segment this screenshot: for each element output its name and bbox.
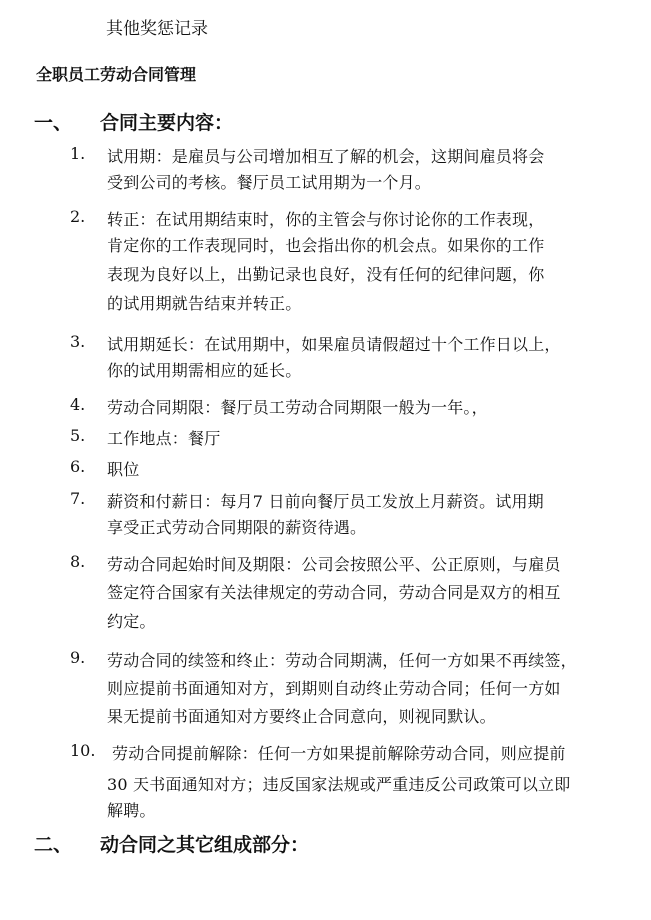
item-line: 30 天书面通知对方；违反国家法规或严重违反公司政策可以立即 xyxy=(107,775,571,794)
item-line: 试用期：是雇员与公司增加相互了解的机会，这期间雇员将会 xyxy=(107,147,545,166)
item-number: 10. xyxy=(70,741,96,760)
item-line: 劳动合同的续签和终止：劳动合同期满，任何一方如果不再续签， xyxy=(107,651,577,670)
item-line: 你的试用期需相应的延长。 xyxy=(107,361,302,380)
item-line: 工作地点：餐厅 xyxy=(107,429,221,448)
item-line: 劳动合同起始时间及期限：公司会按照公平、公正原则，与雇员 xyxy=(107,555,561,574)
item-number: 6. xyxy=(70,457,86,476)
top-line-text: 其他奖惩记录 xyxy=(106,19,208,39)
item-number: 2. xyxy=(70,207,86,226)
item-line: 享受正式劳动合同期限的薪资待遇。 xyxy=(107,518,367,537)
item-line: 肯定你的工作表现同时，也会指出你的机会点。如果你的工作 xyxy=(107,236,545,255)
item-line: 试用期延长：在试用期中，如果雇员请假超过十个工作日以上， xyxy=(107,335,561,354)
item-line: 劳动合同提前解除：任何一方如果提前解除劳动合同，则应提前 xyxy=(112,744,566,763)
item-line: 转正：在试用期结束时，你的主管会与你讨论你的工作表现， xyxy=(107,210,545,229)
section-number: 一、 xyxy=(34,112,73,134)
item-line: 解聘。 xyxy=(107,801,156,820)
item-line: 则应提前书面通知对方，到期则自动终止劳动合同；任何一方如 xyxy=(107,679,561,698)
item-line: 的试用期就告结束并转正。 xyxy=(107,294,302,313)
item-line: 果无提前书面通知对方要终止合同意向，则视同默认。 xyxy=(107,707,496,726)
item-line: 劳动合同期限：餐厅员工劳动合同期限一般为一年。， xyxy=(107,398,488,417)
section-title: 动合同之其它组成部分： xyxy=(100,834,310,856)
section-number: 二、 xyxy=(34,834,73,856)
item-line: 职位 xyxy=(107,460,140,479)
item-number: 7. xyxy=(70,489,86,508)
item-number: 4. xyxy=(70,395,86,414)
item-line: 薪资和付薪日：每月7 日前向餐厅员工发放上月薪资。试用期 xyxy=(107,492,544,511)
item-number: 8. xyxy=(70,552,86,571)
item-number: 3. xyxy=(70,332,86,351)
section-title: 合同主要内容： xyxy=(100,112,234,134)
item-number: 9. xyxy=(70,648,86,667)
item-number: 5. xyxy=(70,426,86,445)
item-line: 表现为良好以上，出勤记录也良好，没有任何的纪律问题，你 xyxy=(107,265,545,284)
item-number: 1. xyxy=(70,144,86,163)
item-line: 签定符合国家有关法律规定的劳动合同，劳动合同是双方的相互 xyxy=(107,583,561,602)
item-line: 约定。 xyxy=(107,612,156,631)
main-heading: 全职员工劳动合同管理 xyxy=(36,65,197,84)
item-line: 受到公司的考核。餐厅员工试用期为一个月。 xyxy=(107,173,432,192)
